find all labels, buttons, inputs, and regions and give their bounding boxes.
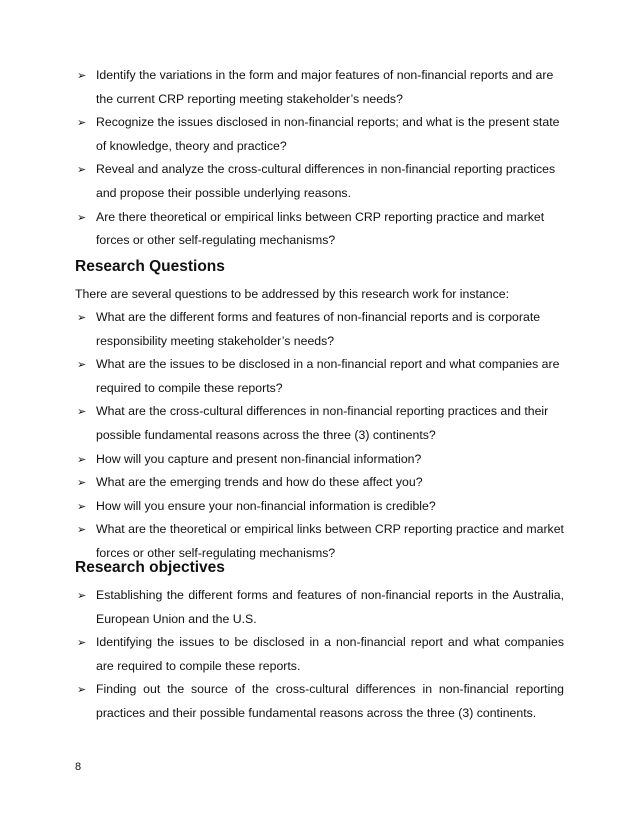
list-item [77,158,564,205]
list-item-text: Finding out the source of the cross-cultural differences in non-financial reporting practices and their possible fundamental reasons across the three (3) continents. [96,682,564,720]
list-item-text: What are the emerging trends and how do these affect you? [96,475,423,490]
list-item [77,584,564,631]
list-item-text: What are the cross-cultural differences in non-financial reporting practices and their possible fundamental reasons across the three (3) continents? [96,404,549,442]
arrow-bullet-icon: ➢ [77,311,87,324]
page-number: 8 [75,761,82,773]
list-item-text: Identify the variations in the form and major features of non-financial reports and are the current CRP reporting meeting stakeholder’s needs? [96,68,554,106]
arrow-bullet-icon: ➢ [77,405,87,419]
list-item-text: How will you capture and present non-financial information? [96,451,422,466]
list-item-text: Establishing the different forms and features of non-financial reports in the Australia, European Union and the U.S. [96,588,564,626]
arrow-bullet-icon: ➢ [77,163,87,177]
research-questions-heading: Research Questions [75,258,225,275]
arrow-bullet-icon: ➢ [77,69,87,82]
research-objectives-heading: Research objectives [75,559,225,576]
list-item [77,448,564,472]
list-item [77,495,564,519]
list-item-text: Are there theoretical or empirical links between CRP reporting practice and market forces or other self-regulating mechanisms? [96,209,545,248]
arrow-bullet-icon: ➢ [77,210,87,224]
list-item-text: What are the theoretical or empirical links between CRP reporting practice and market forces or other self-regulating mechanisms? [96,522,564,560]
list-item [77,631,564,678]
list-item [77,471,564,495]
arrow-bullet-icon: ➢ [77,499,87,513]
arrow-bullet-icon: ➢ [77,452,87,466]
list-item [77,206,564,253]
research-questions-intro: There are several questions to be addressed by this research work for instance: [75,287,510,301]
list-item [77,353,564,400]
list-item [77,400,564,447]
list-item [77,306,564,353]
list-item-text: What are the issues to be disclosed in a non-financial report and what companies are required to compile these reports? [96,357,560,395]
list-item-text: Reveal and analyze the cross-cultural differences in non-financial reporting practices and propose their possible underlying reasons. [96,162,556,200]
list-item-text: Identifying the issues to be disclosed in a non-financial report and what companies are required to compile these reports. [96,635,564,673]
intro-bullet-list [77,64,564,253]
arrow-bullet-icon: ➢ [77,683,87,697]
list-item-text: Recognize the issues disclosed in non-financial reports; and what is the present state of knowledge, theory and practice? [96,115,560,153]
arrow-bullet-icon: ➢ [77,358,87,372]
arrow-bullet-icon: ➢ [77,589,87,602]
research-questions-list [77,306,564,566]
research-objectives-list [77,584,564,726]
list-item [77,111,564,158]
list-item-text: How will you ensure your non-financial information is credible? [96,498,436,513]
arrow-bullet-icon: ➢ [77,116,87,130]
list-item-text: What are the different forms and features of non-financial reports and is corporate responsibility meeting stakeholder’s needs? [96,310,541,348]
arrow-bullet-icon: ➢ [77,476,87,490]
list-item [77,678,564,725]
arrow-bullet-icon: ➢ [77,636,87,650]
list-item [77,64,564,111]
arrow-bullet-icon: ➢ [77,523,87,537]
